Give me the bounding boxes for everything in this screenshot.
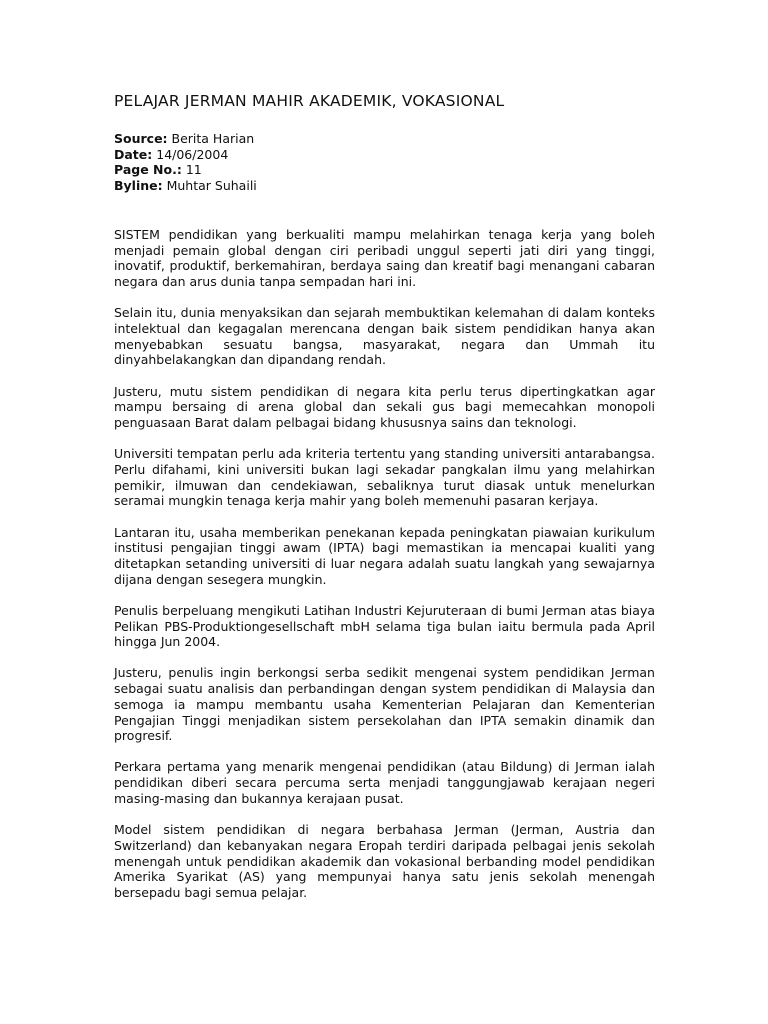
meta-byline-value: Muhtar Suhaili xyxy=(162,177,257,193)
article-paragraph: Penulis berpeluang mengikuti Latihan Industri Kejuruteraan di bumi Jerman atas biaya Pelikan PBS-Produktiongesellschaft mbH selama tiga bulan iaitu bermula pada April hingga Jun 2004. xyxy=(114,602,655,650)
meta-date-value: 14/06/2004 xyxy=(152,146,229,162)
meta-byline-label: Byline: xyxy=(114,177,163,193)
meta-page-no-label: Page No.: xyxy=(114,162,182,177)
article-paragraph: Selain itu, dunia menyaksikan dan sejarah membuktikan kelemahan di dalam konteks intelektual dan kegagalan merencana dengan baik sistem pendidikan hanya akan menyebabkan sesuatu bangsa, masyarakat, negara dan Ummah itu dinyahbelakangkan dan dipandang rendah. xyxy=(114,305,655,368)
article-metadata xyxy=(114,131,655,193)
meta-source xyxy=(114,131,655,147)
meta-date-label: Date: xyxy=(114,146,153,162)
article-paragraph: Lantaran itu, usaha memberikan penekanan kepada peningkatan piawaian kurikulum institusi pengajian tinggi awam (IPTA) bagi memastikan ia mencapai kualiti yang ditetapkan setanding universiti di luar negara adalah suatu langkah yang sewajarnya dijana dengan sesegera mungkin. xyxy=(114,524,655,587)
article-paragraph: SISTEM pendidikan yang berkualiti mampu melahirkan tenaga kerja yang boleh menjadi pemain global dengan ciri peribadi unggul seperti jati diri yang tinggi, inovatif, produktif, berkemahiran, berdaya saing dan kreatif bagi menangani cabaran negara dan arus dunia tanpa sempadan hari ini. xyxy=(114,227,655,290)
article-title: PELAJAR JERMAN MAHIR AKADEMIK, VOKASIONAL xyxy=(114,92,505,110)
article-body xyxy=(114,227,655,901)
meta-byline xyxy=(114,178,655,194)
meta-date xyxy=(114,147,655,163)
article-paragraph: Model sistem pendidikan di negara berbahasa Jerman (Jerman, Austria dan Switzerland) dan kebanyakan negara Eropah terdiri daripada pelbagai jenis sekolah menengah untuk pendidikan akademik dan vokasional berbanding model pendidikan Amerika Syarikat (AS) yang mempunyai hanya satu jenis sekolah menengah bersepadu bagi semua pelajar. xyxy=(114,822,655,900)
meta-page-no xyxy=(114,162,655,178)
document-page xyxy=(114,92,655,916)
article-paragraph: Justeru, mutu sistem pendidikan di negara kita perlu terus dipertingkatkan agar mampu bersaing di arena global dan sekali gus bagi memecahkan monopoli penguasaan Barat dalam pelbagai bidang khususnya sains dan teknologi. xyxy=(114,383,655,431)
meta-source-value: Berita Harian xyxy=(167,131,255,146)
meta-page-no-value: 11 xyxy=(181,162,202,177)
article-paragraph: Universiti tempatan perlu ada kriteria tertentu yang standing universiti antarabangsa. Perlu difahami, kini universiti bukan lagi sekadar pangkalan ilmu yang melahirkan pemikir, ilmuwan dan cendekiawan, sebaliknya turut diasak untuk menelurkan seramai mungkin tenaga kerja mahir yang boleh memenuhi pasaran kerjaya. xyxy=(114,446,655,509)
article-paragraph: Justeru, penulis ingin berkongsi serba sedikit mengenai system pendidikan Jerman sebagai suatu analisis dan perbandingan dengan system pendidikan di Malaysia dan semoga ia mampu membantu usaha Kementerian Pelajaran dan Kementerian Pengajian Tinggi menjadikan sistem persekolahan dan IPTA semakin dinamik dan progresif. xyxy=(114,665,655,744)
article-paragraph: Perkara pertama yang menarik mengenai pendidikan (atau Bildung) di Jerman ialah pendidikan diberi secara percuma serta menjadi tanggungjawab kerajaan negeri masing-masing dan bukannya kerajaan pusat. xyxy=(114,759,655,806)
meta-source-label: Source: xyxy=(114,131,168,146)
